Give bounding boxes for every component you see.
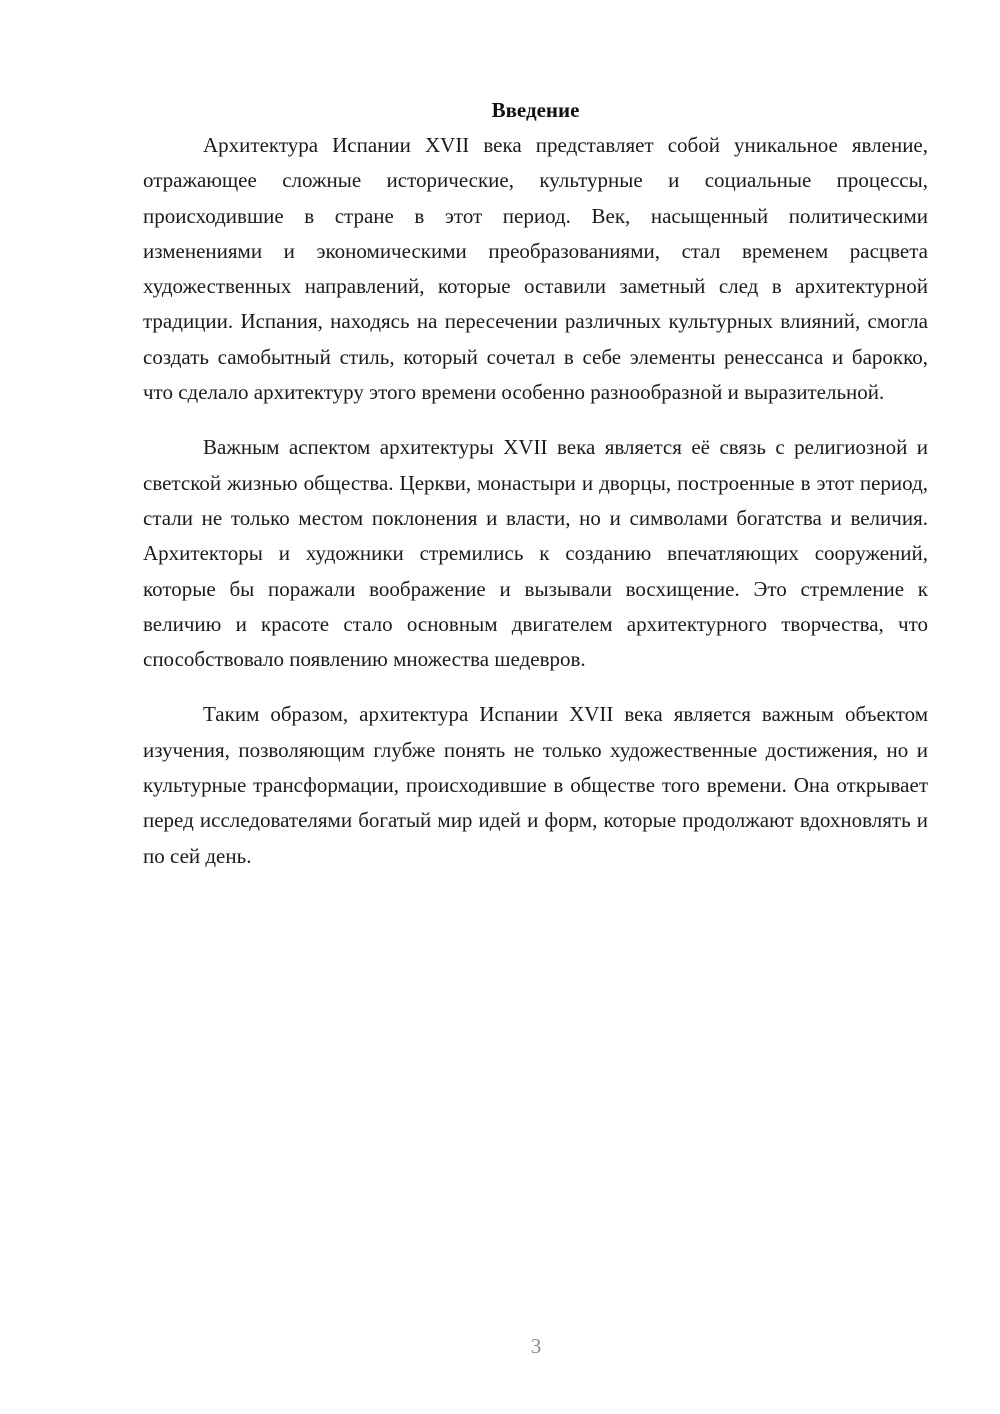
page-content (143, 93, 928, 874)
paragraph-3: Таким образом, архитектура Испании XVII века является важным объектом изучения, позволяющим глубже понять не только художественные достижения, но и культурные трансформации, происходившие в обществе того времени. Она открывает перед исследователями богатый мир идей и форм, которые продолжают вдохновлять и по сей день. (143, 702, 928, 868)
paragraph-spacer (143, 677, 928, 697)
paragraph-1: Архитектура Испании XVII века представляет собой уникальное явление, отражающее сложные исторические, культурные и социальные процессы, происходившие в стране в этот период. Век, насыщенный политическими изменениями и экономическими преобразованиями, стал временем расцвета художественных направлений, которые оставили заметный след в архитектурной традиции. Испания, находясь на пересечении различных культурных влияний, смогла создать самобытный стиль, который сочетал в себе элементы ренессанса и барокко, что сделало архитектуру этого времени особенно разнообразной и выразительной. (143, 133, 928, 405)
page-number: 3 (530, 1334, 542, 1358)
section-title: Введение (491, 98, 580, 122)
paragraph-2: Важным аспектом архитектуры XVII века является её связь с религиозной и светской жизнью общества. Церкви, монастыри и дворцы, построенные в этот период, стали не только местом поклонения и власти, но и символами богатства и величия. Архитекторы и художники стремились к созданию впечатляющих сооружений, которые бы поражали воображение и вызывали восхищение. Это стремление к величию и красоте стало основным двигателем архитектурного творчества, что способствовало появлению множества шедевров. (143, 435, 928, 672)
paragraph-spacer (143, 410, 928, 430)
